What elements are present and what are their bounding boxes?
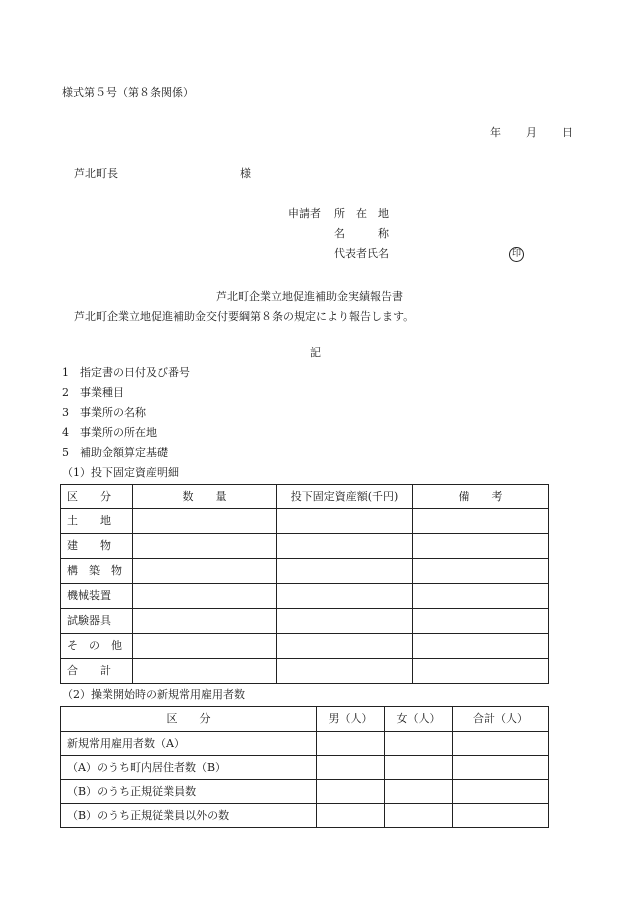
remarks-cell[interactable]	[413, 534, 549, 559]
table-row	[61, 780, 549, 804]
item-text: 事業種目	[80, 386, 124, 399]
header-female: 女（人）	[385, 707, 453, 732]
item-number: 5	[62, 446, 69, 459]
fixed-assets-table	[60, 484, 549, 684]
amount-cell[interactable]	[277, 509, 413, 534]
quantity-cell[interactable]	[133, 609, 277, 634]
employees-table	[60, 706, 549, 828]
amount-cell[interactable]	[277, 534, 413, 559]
row-label: （B）のうち正規従業員以外の数	[61, 804, 317, 828]
row-label: 試験器具	[61, 609, 133, 634]
table-row	[61, 609, 549, 634]
row-label: 構 築 物	[61, 559, 133, 584]
intro-text: 芦北町企業立地促進補助金交付要綱第８条の規定により報告します。	[74, 310, 415, 323]
ki-heading: 記	[310, 346, 321, 359]
amount-cell[interactable]	[277, 634, 413, 659]
female-cell[interactable]	[385, 804, 453, 828]
quantity-cell[interactable]	[133, 559, 277, 584]
table-row	[61, 634, 549, 659]
table-row	[61, 659, 549, 684]
addressee-honorific: 様	[240, 167, 251, 180]
row-label: 合 計	[61, 659, 133, 684]
table2-caption: （2）操業開始時の新規常用雇用者数	[62, 688, 245, 701]
table-header-row	[61, 707, 549, 732]
header-total: 合計（人）	[453, 707, 549, 732]
remarks-cell[interactable]	[413, 609, 549, 634]
total-cell[interactable]	[453, 756, 549, 780]
amount-cell[interactable]	[277, 609, 413, 634]
item-text: 事業所の所在地	[80, 426, 157, 439]
item-3	[62, 406, 146, 420]
date-year-label: 年	[490, 126, 501, 139]
female-cell[interactable]	[385, 732, 453, 756]
item-4	[62, 426, 157, 440]
row-label: そ の 他	[61, 634, 133, 659]
male-cell[interactable]	[317, 756, 385, 780]
remarks-cell[interactable]	[413, 509, 549, 534]
row-label: 新規常用雇用者数（A）	[61, 732, 317, 756]
applicant-label: 申請者	[288, 207, 321, 220]
amount-cell[interactable]	[277, 559, 413, 584]
table-row	[61, 804, 549, 828]
quantity-cell[interactable]	[133, 584, 277, 609]
applicant-name-label: 名 称	[334, 227, 389, 240]
table1-caption: （1）投下固定資産明細	[62, 466, 179, 479]
table-row	[61, 732, 549, 756]
header-category: 区 分	[61, 707, 317, 732]
total-cell[interactable]	[453, 732, 549, 756]
header-amount: 投下固定資産額(千円)	[277, 485, 413, 509]
row-label: 建 物	[61, 534, 133, 559]
total-cell[interactable]	[453, 804, 549, 828]
form-number: 様式第５号（第８条関係）	[62, 86, 194, 99]
total-cell[interactable]	[453, 780, 549, 804]
row-label: （A）のうち町内居住者数（B）	[61, 756, 317, 780]
table-row	[61, 559, 549, 584]
header-category: 区 分	[61, 485, 133, 509]
female-cell[interactable]	[385, 780, 453, 804]
remarks-cell[interactable]	[413, 659, 549, 684]
item-1	[62, 366, 190, 380]
quantity-cell[interactable]	[133, 634, 277, 659]
row-label: （B）のうち正規従業員数	[61, 780, 317, 804]
header-male: 男（人）	[317, 707, 385, 732]
row-label: 機械装置	[61, 584, 133, 609]
header-quantity: 数 量	[133, 485, 277, 509]
item-text: 事業所の名称	[80, 406, 146, 419]
table-row	[61, 584, 549, 609]
table-row	[61, 756, 549, 780]
item-number: 2	[62, 386, 69, 399]
item-text: 指定書の日付及び番号	[80, 366, 190, 379]
amount-cell[interactable]	[277, 584, 413, 609]
date-day-label: 日	[562, 126, 573, 139]
addressee-town: 芦北町長	[74, 167, 118, 180]
applicant-rep-label: 代表者氏名	[334, 247, 389, 260]
item-2	[62, 386, 124, 400]
male-cell[interactable]	[317, 732, 385, 756]
remarks-cell[interactable]	[413, 584, 549, 609]
male-cell[interactable]	[317, 804, 385, 828]
item-number: 4	[62, 426, 69, 439]
applicant-address-label: 所 在 地	[334, 207, 389, 220]
quantity-cell[interactable]	[133, 659, 277, 684]
quantity-cell[interactable]	[133, 509, 277, 534]
item-5	[62, 446, 168, 460]
item-number: 1	[62, 366, 69, 379]
remarks-cell[interactable]	[413, 634, 549, 659]
table-row	[61, 534, 549, 559]
female-cell[interactable]	[385, 756, 453, 780]
row-label: 土 地	[61, 509, 133, 534]
seal-mark: 印	[509, 247, 524, 262]
table-header-row	[61, 485, 549, 509]
date-month-label: 月	[526, 126, 537, 139]
table-row	[61, 509, 549, 534]
remarks-cell[interactable]	[413, 559, 549, 584]
report-title: 芦北町企業立地促進補助金実績報告書	[216, 290, 403, 303]
item-number: 3	[62, 406, 69, 419]
amount-cell[interactable]	[277, 659, 413, 684]
male-cell[interactable]	[317, 780, 385, 804]
quantity-cell[interactable]	[133, 534, 277, 559]
header-remarks: 備 考	[413, 485, 549, 509]
item-text: 補助金額算定基礎	[80, 446, 168, 459]
